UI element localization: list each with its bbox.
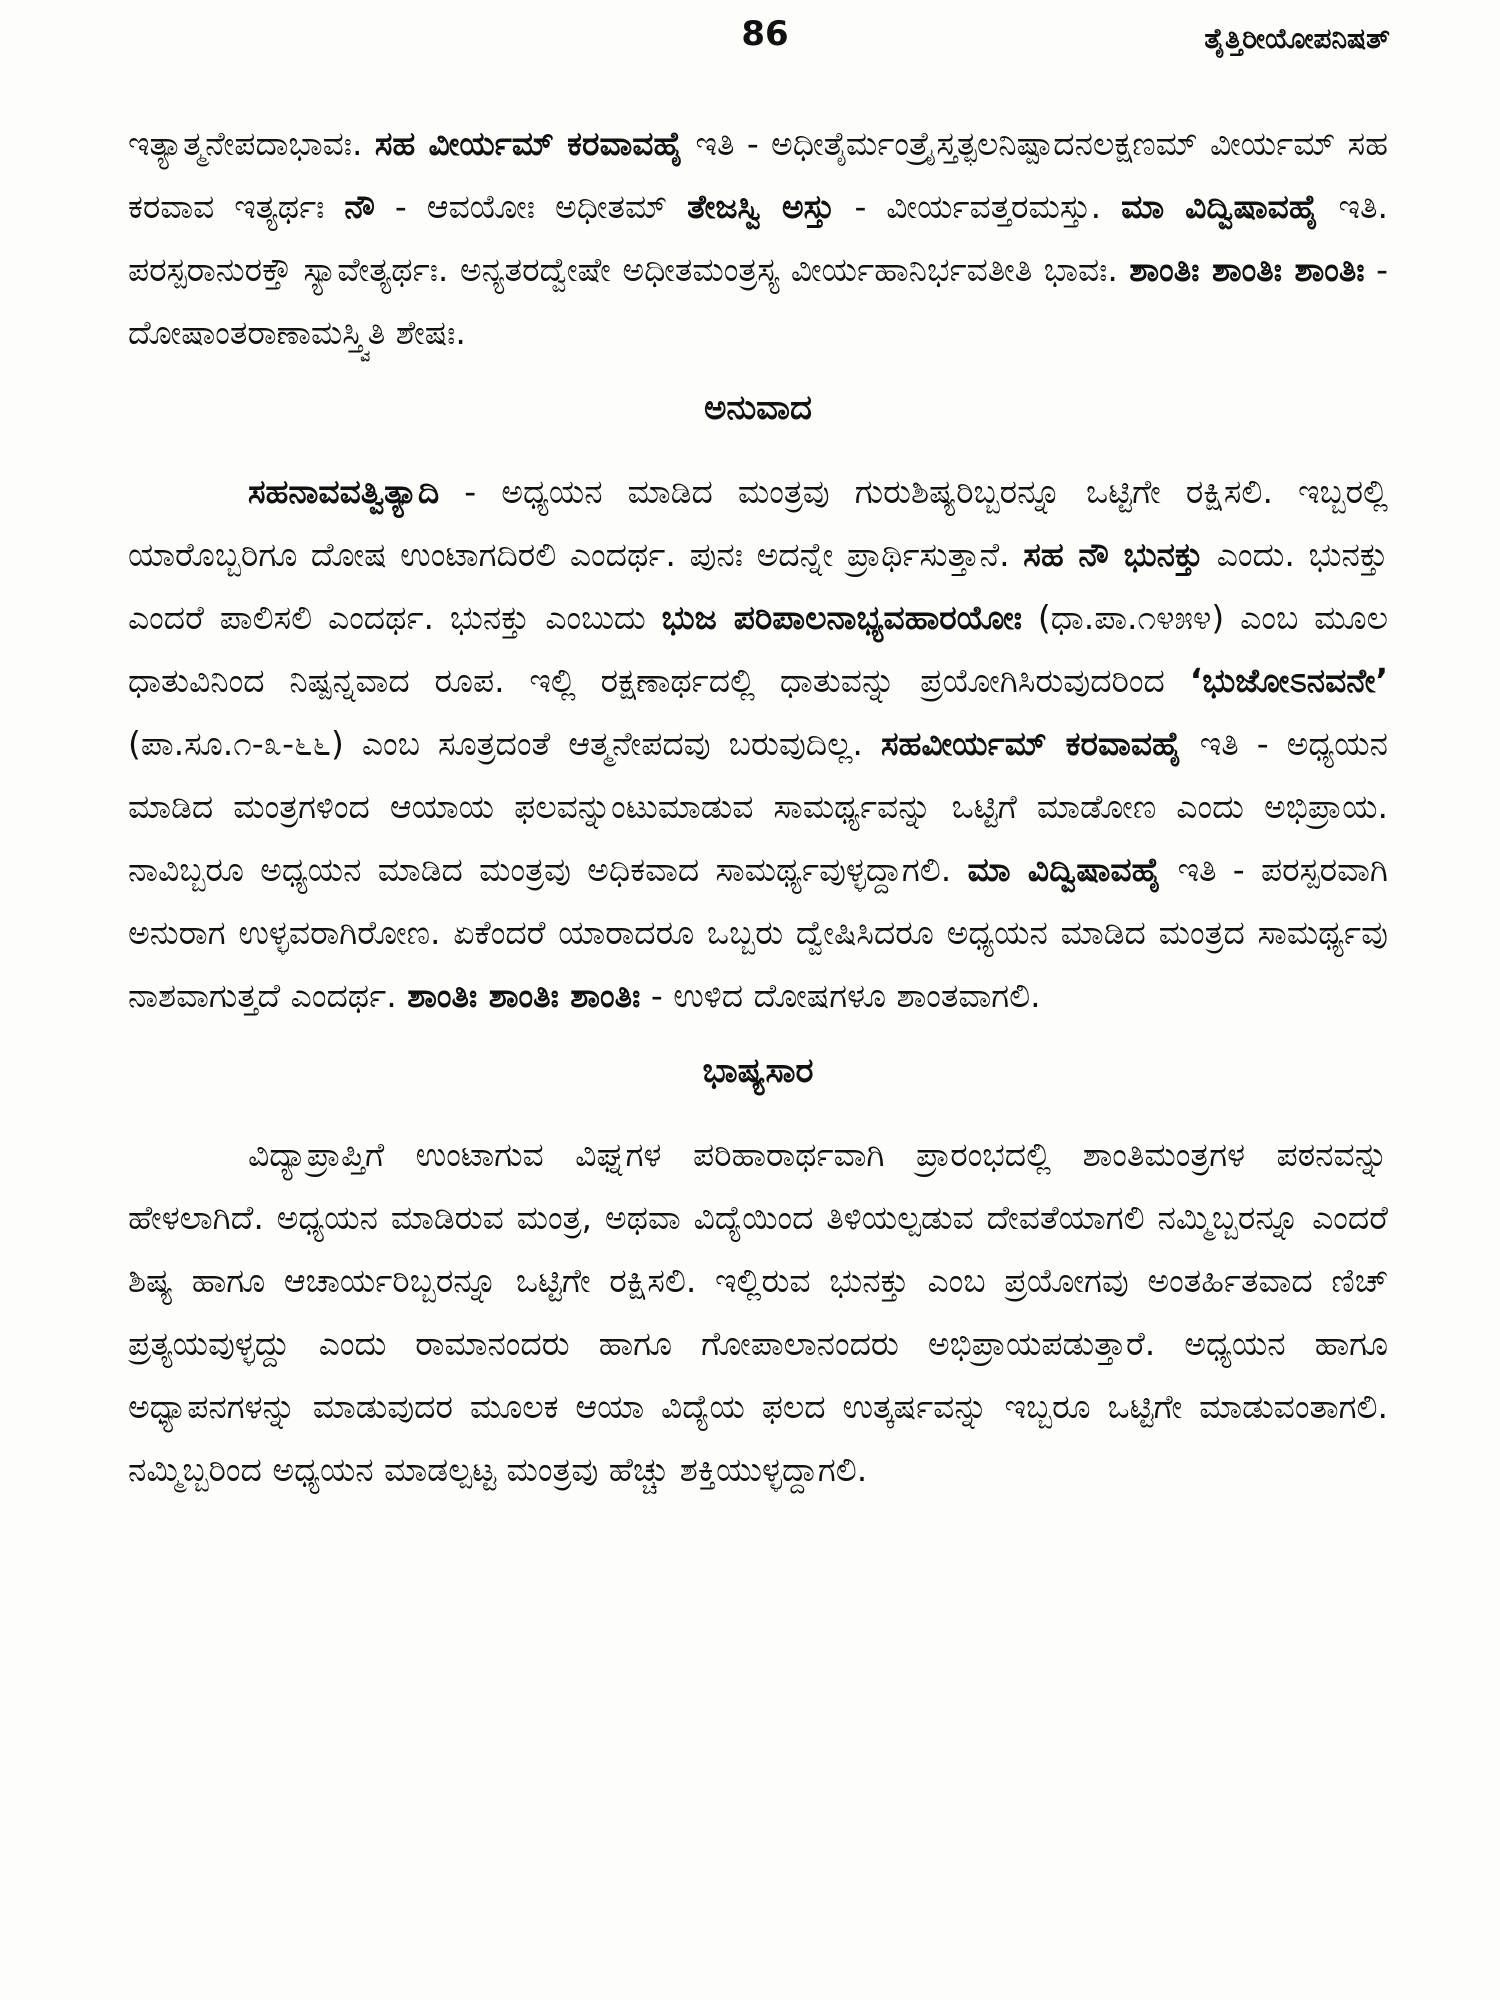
text-run: - ಆವಯೋಃ ಅಧೀತಮ್ [374, 187, 688, 226]
text-run: ಎಂದು. ಭುನಕ್ತು ಎಂದರೆ ಪಾಲಿಸಲಿ ಎಂದರ್ಥ. ಭುನಕ್ತು ಎಂಬುದು [128, 535, 1388, 637]
text-run: ಇತಿ. ಪರಸ್ಪರಾನುರಕ್ತೌ ಸ್ಯಾವೇತ್ಯರ್ಥಃ. ಅನ್ಯತರದ್ವೇಷೇ ಅಧೀತಮಂತ್ರಸ್ಯ ವೀರ್ಯಹಾನಿರ್ಭವತೀತಿ ಭಾವಃ. [128, 187, 1388, 289]
text-run: ವಿದ್ಯಾಪ್ರಾಪ್ತಿಗೆ ಉಂಟಾಗುವ ವಿಘ್ನಗಳ ಪರಿಹಾರಾರ್ಥವಾಗಿ ಪ್ರಾರಂಭದಲ್ಲಿ ಶಾಂತಿಮಂತ್ರಗಳ ಪಠನವನ್ನು ಹೇಳಲಾಗಿದೆ. ಅಧ್ಯಯನ ಮಾಡಿರುವ ಮಂತ್ರ, ಅಥವಾ ವಿದ್ಯೆಯಿಂದ ತಿಳಿಯಲ್ಪಡುವ ದೇವತೆಯಾಗಲಿ ನಮ್ಮಿಬ್ಬರನ್ನೂ ಎಂದರೆ ಶಿಷ್ಯ ಹಾಗೂ ಆಚಾರ್ಯರಿಬ್ಬರನ್ನೂ ಒಟ್ಟಿಗೇ ರಕ್ಷಿಸಲಿ. ಇಲ್ಲಿರುವ ಭುನಕ್ತು ಎಂಬ ಪ್ರಯೋಗವು ಅಂತರ್ಹಿತವಾದ ಣಿಚ್ ಪ್ರತ್ಯಯವುಳ್ಳದ್ದು ಎಂದು ರಾಮಾನಂದರು ಹಾಗೂ ಗೋಪಾಲಾನಂದರು ಅಭಿಪ್ರಾಯಪಡುತ್ತಾರೆ. ಅಧ್ಯಯನ ಹಾಗೂ ಅಧ್ಯಾಪನಗಳನ್ನು ಮಾಡುವುದರ ಮೂಲಕ ಆಯಾ ವಿದ್ಯೆಯ ಫಲದ ಉತ್ಕರ್ಷವನ್ನು ಇಬ್ಬರೂ ಒಟ್ಟಿಗೇ ಮಾಡುವಂತಾಗಲಿ. ನಮ್ಮಿಬ್ಬರಿಂದ ಅಧ್ಯಯನ ಮಾಡಲ್ಪಟ್ಟ ಮಂತ್ರವು ಹೆಚ್ಚು ಶಕ್ತಿಯುಳ್ಳದ್ದಾಗಲಿ. [128, 1135, 1388, 1489]
bold-term: ಮಾ ವಿದ್ವಿಷಾವಹೈ [1121, 187, 1319, 226]
bold-term: ಸಹನಾವವತ್ವಿತ್ಯಾದಿ [248, 472, 440, 511]
text-run: (ಧಾ.ಪಾ.೧೪೫೪) ಎಂಬ ಮೂಲ ಧಾತುವಿನಿಂದ ನಿಷ್ಪನ್ನವಾದ ರೂಪ. ಇಲ್ಲಿ ರಕ್ಷಣಾರ್ಥದಲ್ಲಿ ಧಾತುವನ್ನು ಪ್ರಯೋಗಿಸಿರುವುದರಿಂದ [128, 598, 1388, 700]
section-heading-anuvada: ಅನುವಾದ [704, 388, 812, 428]
bold-term: ಮಾ ವಿದ್ವಿಷಾವಹೈ [967, 850, 1162, 889]
page-number: 86 [741, 14, 789, 54]
bold-term: ಸಹ ನೌ ಭುನಕ್ತು [1023, 535, 1204, 574]
running-head: ತೈತ್ತಿರೀಯೋಪನಿಷತ್ [1204, 22, 1390, 55]
text-run: ಇತ್ಯಾತ್ಮನೇಪದಾಭಾವಃ. [128, 124, 375, 163]
text-run: (ಪಾ.ಸೂ.೧-೩-೬೬) ಎಂಬ ಸೂತ್ರದಂತೆ ಆತ್ಮನೇಪದವು ಬರುವುದಿಲ್ಲ. [128, 724, 881, 763]
text-run: - ದೋಷಾಂತರಾಣಾಮಸ್ತ್ವಿತಿ ಶೇಷಃ. [128, 250, 1388, 352]
body-text [128, 112, 1388, 1501]
text-run: - ವೀರ್ಯವತ್ತರಮಸ್ತು. [834, 187, 1122, 226]
paragraph-anuvada [128, 460, 1388, 1027]
bold-term: ಸಹ ವೀರ್ಯಮ್ ಕರವಾವಹೈ [374, 124, 684, 163]
paragraph-bhashyasara [128, 1123, 1388, 1501]
bold-term: ನೌ [344, 187, 375, 226]
bold-term: ತೇಜಸ್ವಿ ಅಸ್ತು [687, 187, 835, 226]
text-run: ಇತಿ - ಅಧ್ಯಯನ ಮಾಡಿದ ಮಂತ್ರಗಳಿಂದ ಆಯಾಯ ಫಲವನ್ನುಂಟುಮಾಡುವ ಸಾಮರ್ಥ್ಯವನ್ನು ಒಟ್ಟಿಗೆ ಮಾಡೋಣ ಎಂದು ಅಭಿಪ್ರಾಯ. ನಾವಿಬ್ಬರೂ ಅಧ್ಯಯನ ಮಾಡಿದ ಮಂತ್ರವು ಅಧಿಕವಾದ ಸಾಮರ್ಥ್ಯವುಳ್ಳದ್ದಾಗಲಿ. [128, 724, 1388, 889]
bold-term: ‘ಭುಜೋಽನವನೇ’ [1189, 661, 1388, 700]
text-run: - ಉಳಿದ ದೋಷಗಳೂ ಶಾಂತವಾಗಲಿ. [640, 976, 1041, 1015]
bold-term: ಶಾಂತಿಃ ಶಾಂತಿಃ ಶಾಂತಿಃ [407, 976, 641, 1015]
text-run: ಇತಿ - ಪರಸ್ಪರವಾಗಿ ಅನುರಾಗ ಉಳ್ಳವರಾಗಿರೋಣ. ಏಕೆಂದರೆ ಯಾರಾದರೂ ಒಬ್ಬರು ದ್ವೇಷಿಸಿದರೂ ಅಧ್ಯಯನ ಮಾಡಿದ ಮಂತ್ರದ ಸಾಮರ್ಥ್ಯವು ನಾಶವಾಗುತ್ತದೆ ಎಂದರ್ಥ. [128, 850, 1388, 1015]
text-run: ಇತಿ - ಅಧೀತೈರ್ಮಂತ್ರೈಸ್ತತ್ಫಲನಿಷ್ಪಾದನಲಕ್ಷಣಮ್ ವೀರ್ಯಮ್ ಸಹ ಕರವಾವ ಇತ್ಯರ್ಥಃ [128, 124, 1389, 226]
bold-term: ಭುಜ ಪರಿಪಾಲನಾಭ್ಯವಹಾರಯೋಃ [661, 598, 1022, 637]
bold-term: ಶಾಂತಿಃ ಶಾಂತಿಃ ಶಾಂತಿಃ [1129, 250, 1365, 289]
paragraph-commentary [128, 112, 1388, 364]
text-run: - ಅಧ್ಯಯನ ಮಾಡಿದ ಮಂತ್ರವು ಗುರುಶಿಷ್ಯರಿಬ್ಬರನ್ನೂ ಒಟ್ಟಿಗೇ ರಕ್ಷಿಸಲಿ. ಇಬ್ಬರಲ್ಲಿ ಯಾರೊಬ್ಬರಿಗೂ ದೋಷ ಉಂಟಾಗದಿರಲಿ ಎಂದರ್ಥ. ಪುನಃ ಅದನ್ನೇ ಪ್ರಾರ್ಥಿಸುತ್ತಾನೆ. [128, 472, 1388, 574]
section-heading-bhashyasara: ಭಾಷ್ಯಸಾರ [702, 1051, 814, 1091]
page-header [0, 14, 1500, 74]
bold-term: ಸಹವೀರ್ಯಮ್ ಕರವಾವಹೈ [880, 724, 1182, 763]
